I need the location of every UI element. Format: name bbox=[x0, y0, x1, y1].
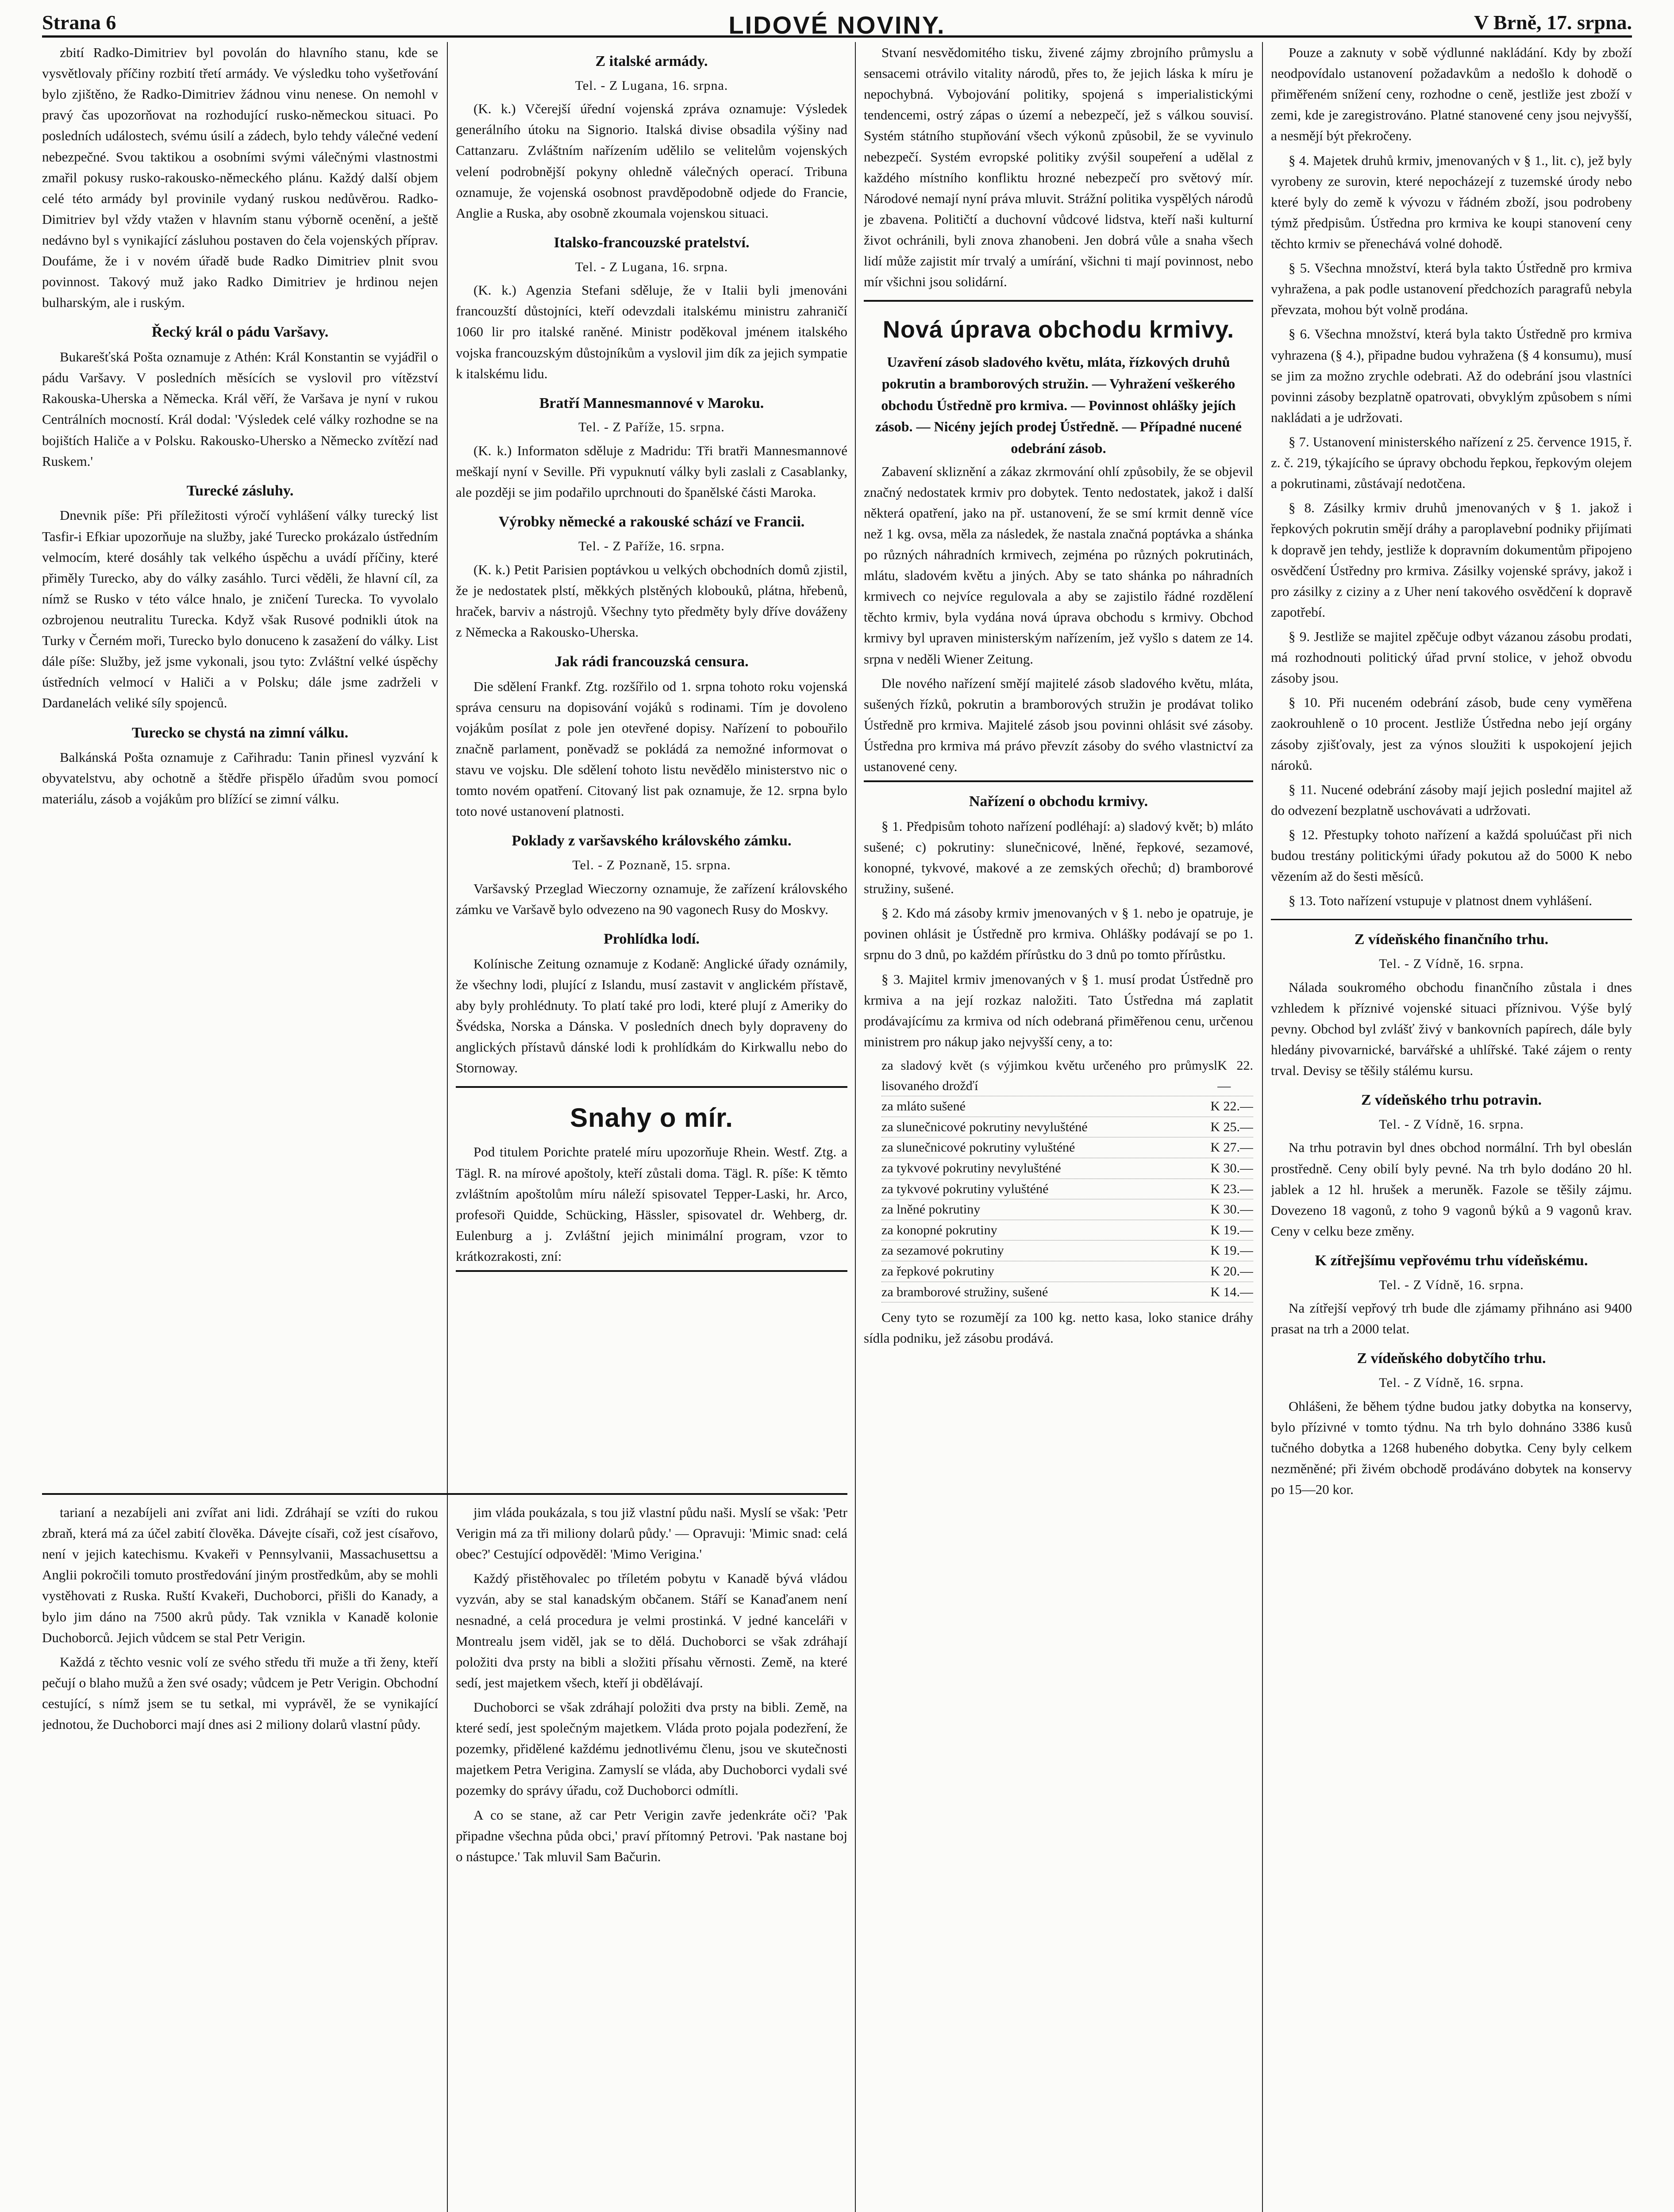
article-body: Duchoborci se však zdráhají položiti dva prsty na bibli. Země, na které sedí, jest společným majetkem. Vláda proto pojala podezření, že pozemky, přidělené každému jednotlivému členu, jsou ve skutečnosti majetkem Petra Verigina. Zamyslí se vláda, aby Duchoborci vydali své pozemky do správy úřadu, což Duchoborci odmítli. bbox=[456, 1699, 847, 1798]
article-body: (K. k.) Včerejší úřední vojenská zpráva oznamuje: Výsledek generálního útoku na Signorio. Italská divise obsadila výšiny nad Cattanzaru. Zvláštním nařízením udělilo se velitelům vojenských velení podrobnější pokyny ohledně válečných operací. Tribuna oznamuje, že vojenská osobnost pravděpodobně odjede do Francie, Anglie a Ruska, aby osobně zkoumala vojenskou situaci. bbox=[456, 101, 847, 221]
article-italsko-francouzske bbox=[456, 231, 847, 384]
article-title: Řecký král o pádu Varšavy. bbox=[151, 324, 329, 341]
article-turecke-zasluhy bbox=[42, 480, 438, 714]
price-row: za konopné pokrutiny K 19.— bbox=[881, 1220, 1253, 1241]
article-body: § 11. Nucené odebrání zásoby mají jejich poslední majitel až do odvezení bezplatně uschovávati a udržovati. bbox=[1271, 781, 1632, 818]
article-body: Dnevnik píše: Při příležitosti výročí vyhlášení války turecký list Tasfir-i Efkiar upozorňuje na služby, jaké Turecko prokázalo ústředním velmocím, které dosáhly tak velkého úspěchu a uvádí příčiny, které přiměly Turecko, aby do války zasáhlo. Turci věděli, že hlavní cíl, za nímž se Rusko v této válce hnalo, je zničení Turecka. To vyvolalo ozbrojenou neutralitu Turecka. Když však Rusové podnikli útok na Turky v Černém moři, Turecko bylo donuceno k zasažení do války. List dále píše: Služby, jež jsme vykonali, jsou tyto: Zvláštní velké úspěchy ústředních velmocí v Haliči a v Polsku; dále jsme zadrželi v Dardanelách veliké síly spojenců. bbox=[42, 507, 438, 711]
price-row: za slunečnicové pokrutiny vylušténé K 27.— bbox=[881, 1137, 1253, 1158]
page-number: Strana 6 bbox=[42, 11, 116, 34]
column-1 bbox=[42, 42, 438, 1484]
dateline: Tel. - Z Lugana, 16. srpna. bbox=[575, 78, 728, 93]
article-body: Stvaní nesvědomitého tisku, živené zájmy zbrojního průmyslu a sensacemi otrávilo vitality národů, přes to, že jejich láska k míru je nepochybná. Vybojování politiky, spojená s imperialistickými tendencemi, ostrý zápas o území a nebezpečí, jež s válkou souvisí. Systém státního stupňování všech výkonů způsobil, že se vyvinulo nebezpečí. Systém evropské politiky zvýšil soupeření a udělal z každého místního konfliktu hrozné nebezpečí pro světový mír. Národové nemají nyní práva mluvit. Strážní politika vyspělých národů je zbavena. Političtí a duchovní vůdcové lidstva, kteří naši kulturní život ochránili, byli znova zhanobeni. Jen dobrá vůle a snaha všech lidí může zajistit mír trvalý a umírání, všichni ti mají povinnost, nebo mír všichni jsou solidární. bbox=[864, 45, 1253, 290]
article-zimni-valka bbox=[42, 722, 438, 810]
article-body: Pouze a zaknuty v sobě výdlunné nakládání. Kdy by zboží neodpovídalo ustanovení požadavkům a nedošlo k dohodě o přiměřeném snížení ceny, rozhodne o ceně, jestliže jest zboží v zemi, kde je zaregistrováno. Platné stanovené ceny jsou nejvyšší, a nesmějí být překročeny. bbox=[1271, 45, 1632, 144]
article-title: Z vídeňského dobytčího trhu. bbox=[1357, 1350, 1546, 1367]
article-title: Prohlídka lodí. bbox=[604, 930, 700, 947]
article-poklady bbox=[456, 830, 847, 919]
section-divider bbox=[1271, 919, 1632, 920]
price-row: za řepkové pokrutiny K 20.— bbox=[881, 1261, 1253, 1282]
article-body: § 8. Zásilky krmiv druhů jmenovaných v § 1. jakož i řepkových pokrutin smějí dráhy a paroplavební podniky přijímati k dopravě jen tehdy, jestliže k dopravním dokumentům připojeno osvědčení Ústředny pro krmiva. Zásilky vojenské správy, jakož i pro zásilky z ciziny a z Uher není takového osvědčení k dopravě zapotřebí. bbox=[1271, 500, 1632, 620]
article-body: zbití Radko-Dimitriev byl povolán do hlavního stanu, kde se vysvětlovaly příčiny rozbití třetí armády. Ve výsledku toho vyšetřování bylo zjištěno, že Radko-Dimitriev žádnou vinu nenese. On nemohl v pravý čas upozorňovat na rozhodující rusko-německou situaci. Po posledních událostech, svému úsilí a zádech, bylo tehdy válečné vedení nebezpečné. Svou taktikou a osobními svými válečnými vlastnostmi zmařil pokusy rusko-rakousko-německého plánu. Každý další objem celé této armády byl provinile vydaný ruskou nedůvěrou. Radko-Dimitriev byl vždy vtažen v hlavním stanu výborně ocenění, a ještě nedávno byl s vynikající zásluhou postaven do čela vojenských příprav. Doufáme, že i v novém úřadě bude Radko Dimitriev plnit svou povinnost. Takový muž jako Radko Dimitriev je hrdinou nejen bulharským, ale i ruským. bbox=[42, 45, 438, 311]
article-body: Dle nového nařízení smějí majitelé zásob sladového květu, mláta, sušených řízků, pokrutin a bramborových stružin je prodávat toliko Ústředně pro krmiva. Majitelé zásob jsou povinni ohlásit své zásoby. Ústředna pro krmiva má právo převzít zásoby do svého vlastnictví za ustanovené ceny. bbox=[864, 675, 1253, 775]
feuilleton-column-2 bbox=[456, 1502, 847, 2212]
article-headline: Nová úprava obchodu krmivy. bbox=[882, 316, 1235, 343]
article-body: Pod titulem Porichte pratelé míru upozorňuje Rhein. Westf. Ztg. a Tägl. R. na mírové apoštoly, kteří zůstali doma. Tägl. R. píše: K těmto zvláštním apoštolům míru náleží spisovatel Tepper-Laski, hr. Arco, profesoři Quidde, Schücking, Hässler, spisovatel dr. Wehberg, dr. Eulenburg a j. Zvláštní jejich minimální program, vzor to krátkozrakosti, zní: bbox=[456, 1144, 847, 1264]
column-2 bbox=[456, 42, 847, 1484]
newspaper-title: LIDOVÉ NOVINY. bbox=[728, 11, 946, 39]
feuilleton-column-1 bbox=[42, 1502, 438, 2212]
article-title: Z italské armády. bbox=[595, 53, 708, 69]
column-3 bbox=[864, 42, 1253, 2212]
article-body: Zabavení skliznění a zákaz zkrmování ohlí způsobily, že se objevil značný nedostatek krmiv pro dobytek. Tento nedostatek, jakož i další některá opatření, jako na př. ustanovení, že se smí krmit denně více než 1 kg. ovsa, měla za následek, že nastala značná poptávka a shánka po různých náhradních krmivech, zejména po různých pokrutinách, mlátu, sladovém květu a jiných. Aby se tato shánka po náhradních krmivech co nejvíce regulovala a aby se zajistilo řádné rozdělení těchto krmiv, byla vydána nová úprava obchodu s krmivy. Obchod krmivy byl upraven ministerským nařízením, jež vyšlo s datem ze 14. srpna v neděli Wiener Zeitung. bbox=[864, 463, 1253, 667]
article-title: Výrobky německé a rakouské schází ve Francii. bbox=[498, 514, 805, 530]
article-body: Ohlášeni, že během týdne budou jatky dobytka na konservy, bylo přízivné v tomto týdnu. Na trh bylo dohnáno 3386 kusů tučného dobytka a 1268 hubeného dobytka. Ceny byly celkem nezměněné; při živém obchodě prodáváno dobytek na konservy po 15—20 kor. bbox=[1271, 1398, 1632, 1498]
article-body: § 9. Jestliže se majitel zpěčuje odbyt vázanou zásobu prodati, má rozhodnouti politický úřad první stolice, v jehož obvodu zásoby jsou. bbox=[1271, 628, 1632, 686]
article-narizeni bbox=[864, 790, 1253, 1348]
price-list bbox=[881, 1056, 1253, 1302]
article-headline: Snahy o mír. bbox=[570, 1103, 733, 1133]
article-title: Turecké zásluhy. bbox=[186, 482, 294, 499]
article-bratri-mannesmannove bbox=[456, 392, 847, 503]
article-body: Ceny tyto se rozumějí za 100 kg. netto kasa, loko stanice dráhy sídla podniku, jež zásobu prodává. bbox=[864, 1310, 1253, 1346]
price-row: za sladový květ (s výjimkou květu určeného pro průmysl lisovaného drožďí K 22.— bbox=[881, 1056, 1253, 1096]
column-rule bbox=[855, 42, 856, 2212]
article-title: Z vídeňského finančního trhu. bbox=[1354, 931, 1549, 948]
article-continuation bbox=[864, 42, 1253, 292]
article-title: Turecko se chystá na zimní válku. bbox=[131, 724, 349, 741]
article-italske-armady bbox=[456, 50, 847, 223]
article-title: Italsko-francouzské pratelství. bbox=[554, 234, 750, 251]
dateline: Tel. - Z Paříže, 15. srpna. bbox=[578, 420, 725, 435]
price-row: za sezamové pokrutiny K 19.— bbox=[881, 1240, 1253, 1261]
dateline: Tel. - Z Vídně, 16. srpna. bbox=[1379, 1375, 1524, 1390]
article-veprovy-trh bbox=[1271, 1249, 1632, 1339]
article-body: Bukarešťská Pošta oznamuje z Athén: Král Konstantin se vyjádřil o pádu Varšavy. V posledních měsících se vyslovil pro vítězství Rakouska-Uherska a Německa. Král věří, že Varšava je nyní v rukou Centrálních mocností. Král dodal: 'Výsledek celé války rozhodne se na bojištích Haliče a v Polsku. Rakousko-Uhersko a Německo zvítězí nad Ruskem.' bbox=[42, 349, 438, 469]
dateline: Tel. - Z Paříže, 16. srpna. bbox=[578, 539, 725, 553]
article-vyrobky bbox=[456, 511, 847, 642]
place-date: V Brně, 17. srpna. bbox=[1474, 11, 1632, 34]
article-body: Nálada soukromého obchodu finančního zůstala i dnes vzhledem k příznivé vojenské situaci příznivou. Výše bylý pevny. Obchod byl zvlášť živý v bankovních papírech, dále byly hledány pivovarnické, barvářské a uhlířské. Také zájem o renty trval. Devisy se těšily stálému kursu. bbox=[1271, 979, 1632, 1079]
article-body: A co se stane, až car Petr Verigin zavře jedenkráte oči? 'Pak připadne všechna půda obci,' praví přítomný Petrovi. 'Pak nastane boj o nástupce.' Tak mluvil Sam Bačurin. bbox=[456, 1807, 847, 1864]
dateline: Tel. - Z Vídně, 16. srpna. bbox=[1379, 1277, 1524, 1292]
column-4 bbox=[1271, 42, 1632, 2212]
article-body: Balkánská Pošta oznamuje z Cařihradu: Tanin přinesl vyzvání k obyvatelstvu, aby ochotně a štědře přispělo úřadům svou pomocí materiálu, zásob a vojákům pro blížící se zimní válku. bbox=[42, 749, 438, 807]
price-row: za lněné pokrutiny K 30.— bbox=[881, 1199, 1253, 1220]
article-body: Na trhu potravin byl dnes obchod normální. Trh byl obeslán prostředně. Ceny obilí byly pevné. Na trh bylo dodáno 20 hl. jablek a 12 hl. hrušek a meruněk. Fazole se těšily zájmu. Dovezeno 18 vagonů, z toho 9 vagonů býků a 9 vagonů krav. Ceny v celku beze změny. bbox=[1271, 1140, 1632, 1239]
price-row: za bramborové stružiny, sušené K 14.— bbox=[881, 1282, 1253, 1303]
dateline: Tel. - Z Vídně, 16. srpna. bbox=[1379, 956, 1524, 972]
article-title: Poklady z varšavského královského zámku. bbox=[512, 833, 792, 849]
article-prohlidka-lodi bbox=[456, 928, 847, 1078]
column-rule bbox=[447, 42, 448, 2212]
article-subtitle: Uzavření zásob sladového květu, mláta, řízkových druhů pokrutin a bramborových stružin. — Vyhražení veškerého obchodu Ústředně pro krmiva. — Povinnost ohlášky jejích zásob. — Nicény jejích prodej Ústředně. — Případné nucené odebrání zásob. bbox=[875, 354, 1242, 456]
article-body: Die sdělení Frankf. Ztg. rozšířilo od 1. srpna tohoto roku vojenská správa censuru na dopisování vojáků s rodinami. Tím je dovoleno vojákům posílat z pole jen otevřené dopisy. Nařízení to pobouřilo značně parlament, poněvadž se pokládá za nemožné informovat o stavu ve vojsku. Dle sdělení tohoto listu nevědělo ministerstvo nic o tomto novém opatření. Citovaný list pak oznamuje, že 12. srpna bylo toto nové ustanovení platnosti. bbox=[456, 678, 847, 819]
article-recky-kral bbox=[42, 321, 438, 471]
article-body: Kolínische Zeitung oznamuje z Kodaně: Anglické úřady oznámily, že všechny lodi, plující z Islandu, musí zastavit v anglickém přístavě, aby byly prohlédnuty. To platí také pro lodi, které plují z Ameriky do Švédska, Norska a Dánska. V posledních dnech byly dopraveny do anglických přístavů dánské lodi k prohlídkám do Kirkwallu nebo do Stornoway. bbox=[456, 956, 847, 1076]
article-body: (K. k.) Petit Parisien poptávkou u velkých obchodních domů zjistil, že je nedostatek plstí, měkkých plstěných klobouků, plátna, hřebenů, hraček, barviv a nástrojů. Všechny tyto předměty byly dříve dováženy z Německa a Rakousko-Uherska. bbox=[456, 561, 847, 640]
masthead bbox=[42, 9, 1632, 38]
article-body: Na zítřejší vepřový trh bude dle zjámamy přihnáno asi 9400 prasat na trh a 2000 telat. bbox=[1271, 1300, 1632, 1337]
column-rule bbox=[1262, 42, 1263, 2212]
article-financni-trh bbox=[1271, 928, 1632, 1081]
price-row: za mláto sušené K 22.— bbox=[881, 1096, 1253, 1117]
article-body: tarianí a nezabíjeli ani zvířat ani lidi. Zdráhají se vzíti do rukou zbraň, která má za účel zabití člověka. Dávejte císaři, což jest císařovo, není v jejich katechismu. Kvakeři v Pennsylvanii, Massachusettsu a Anglii pokročili tomuto prostředování jiným prostředkům, aby se mohli vystěhovati z Ruska. Ruští Kvakeři, Duchoborci, přišli do Kanady, a bylo jim dáno na 7500 akrů půdy. Tak vznikla v Kanadě kolonie Duchoborců. Jejich vůdcem se stal Petr Verigin. bbox=[42, 1505, 438, 1645]
article-radko-dimitriev bbox=[42, 42, 438, 313]
article-narizeni-continuation bbox=[1271, 42, 1632, 911]
article-title: Z vídeňského trhu potravin. bbox=[1361, 1092, 1542, 1109]
article-body: § 7. Ustanovení ministerského nařízení z 25. července 1915, ř. z. č. 219, týkajícího se úpravy obchodu řepkou, řepkovým olejem a pokrutinami, zůstávají nedotčena. bbox=[1271, 434, 1632, 492]
article-body: § 10. Při nuceném odebrání zásob, bude ceny vyměřena zaokrouhleně o 10 procent. Jestliže Ústředna nebo její orgány zásoby zjišťovaly, jest za výnos sloužiti k uspokojení jejich nároků. bbox=[1271, 695, 1632, 773]
article-body: § 12. Přestupky tohoto nařízení a každá spoluúčast při nich budou trestány politickými úřady pokutou až do 5000 K nebo vězením až do šesti měsíců. bbox=[1271, 826, 1632, 884]
article-body: § 1. Předpisům tohoto nařízení podléhají: a) sladový květ; b) mláto sušené; c) pokrutiny: slunečnicové, lněné, řepkové, sezamové, konopné, tykvové, makové a ze zemských ořechů; d) bramborové stružiny, sušené. bbox=[864, 818, 1253, 897]
article-body: (K. k.) Informaton sděluje z Madridu: Tři bratři Mannesmannové meškají nyní v Seville. Při vypuknutí války byli zaslali z Casablanky, ale později se jim podařilo uprchnouti do španělské části Maroka. bbox=[456, 443, 847, 500]
article-censura bbox=[456, 650, 847, 822]
price-row: za slunečnicové pokrutiny nevylušténé K 25.— bbox=[881, 1117, 1253, 1138]
article-title: K zítřejšímu vepřovému trhu vídeňskému. bbox=[1315, 1252, 1588, 1269]
article-trh-potravin bbox=[1271, 1089, 1632, 1241]
article-body: Každý přistěhovalec po tříletém pobytu v Kanadě bývá vládou vyzván, aby se stal kanadským občanem. Stáří se Kanaďanem není nesnadné, a celá procedura je velmi prostinká. V jedné kanceláři v Montrealu jsem viděl, jak se to dělá. Duchoborci se však zdráhají položiti dva prsty na bibli a složiti přísahu věrnosti. Země, na které sedí, jest majetkem všech, kteří ji obdělávají. bbox=[456, 1571, 847, 1690]
article-body: § 3. Majitel krmiv jmenovaných v § 1. musí prodat Ústředně pro krmiva a na její rozkaz naložiti. Tato Ústředna má zaplatit prodávajícímu za krmiva od ních odebraná přiměřenou cenu, určenou ministrem pro nákup jako nejvyšší ceny, a to: bbox=[864, 971, 1253, 1049]
article-body: § 4. Majetek druhů krmiv, jmenovaných v § 1., lit. c), jež byly vyrobeny ze surovin, které nepocházejí z tuzemské úrody nebo které byly do země k vývozu v řádném zboží, jsou podrobeny týmž předpisům. Ústředna pro krmiva ke koupi stanovení ceny těchto krmiv se přenechává volné dohodě. bbox=[1271, 152, 1632, 251]
article-nova-uprava bbox=[864, 300, 1253, 782]
dateline: Tel. - Z Poznaně, 15. srpna. bbox=[572, 858, 731, 873]
article-title: Nařízení o obchodu krmivy. bbox=[969, 793, 1148, 810]
article-body: § 2. Kdo má zásoby krmiv jmenovaných v § 1. nebo je opatruje, je povinen ohlásit je Ústředně pro krmiva. Ohlášky podávají se po 1. srpnu do 3 dnů, po každém přírůstku do 3 dnů po tomto přírůstku. bbox=[864, 905, 1253, 963]
article-body: § 6. Všechna množství, která byla takto Ústředně pro krmiva vyhrazena (§ 4.), připadne budou vyhražena (§ 4 konsumu), musí se jim za možno zrychle odebrati. Až do odebrání jsou vlastníci povinni zásoby bezplatně opatrovati, obvyklým způsobem s ními nakládati a je udržovati. bbox=[1271, 326, 1632, 425]
article-title: Bratří Mannesmannové v Maroku. bbox=[539, 395, 764, 411]
article-body: jim vláda poukázala, s tou již vlastní půdu naši. Myslí se však: 'Petr Verigin má za tři miliony dolarů půdy.' — Opravuji: 'Mimic snad: celá obec?' Cestující odpověděl: 'Mimo Verigina.' bbox=[456, 1505, 847, 1562]
article-snahy-o-mir bbox=[456, 1086, 847, 1272]
article-body: § 13. Toto nařízení vstupuje v platnost dnem vyhlášení. bbox=[1289, 893, 1593, 909]
article-body: § 5. Všechna množství, která byla takto Ústředně pro krmiva vyhražena, a pak podle ustanovení předchozích paragrafů nebyla převzata, mohou být volně prodána. bbox=[1271, 260, 1632, 318]
price-row: za tykvové pokrutiny nevylušténé K 30.— bbox=[881, 1158, 1253, 1179]
article-body: Každá z těchto vesnic volí ze svého středu tři muže a tři ženy, kteří pečují o blaho mužů a žen své osady; vůdcem je Petr Verigin. Obchodní cestující, s nímž jsem se tu setkal, mi vyprávěl, že se vynikající jednotou, že Duchoborci mají dnes asi 2 miliony dolarů vlastní půdy. bbox=[42, 1654, 438, 1732]
article-body: (K. k.) Agenzia Stefani sděluje, že v Italii byli jmenováni francouzští důstojníci, kteří odevzdali italskému ministru zahraničí 1060 lir pro italské raněné. Ministr poděkoval jménem italského vojska francouzským důstojníkům a vyslovil jim dík za jejich sympatie k italskému lidu. bbox=[456, 282, 847, 381]
price-row: za tykvové pokrutiny vylušténé K 23.— bbox=[881, 1179, 1253, 1200]
dateline: Tel. - Z Lugana, 16. srpna. bbox=[575, 259, 728, 274]
dateline: Tel. - Z Vídně, 16. srpna. bbox=[1379, 1117, 1524, 1132]
article-title: Jak rádi francouzská censura. bbox=[554, 653, 749, 670]
article-body: Varšavský Przeglad Wieczorny oznamuje, že zařízení královského zámku ve Varšavě bylo odvezeno na 90 vagonech Rusy do Moskvy. bbox=[456, 880, 847, 917]
article-dobytci-trh bbox=[1271, 1347, 1632, 1500]
feuilleton-rule bbox=[42, 1493, 847, 1495]
